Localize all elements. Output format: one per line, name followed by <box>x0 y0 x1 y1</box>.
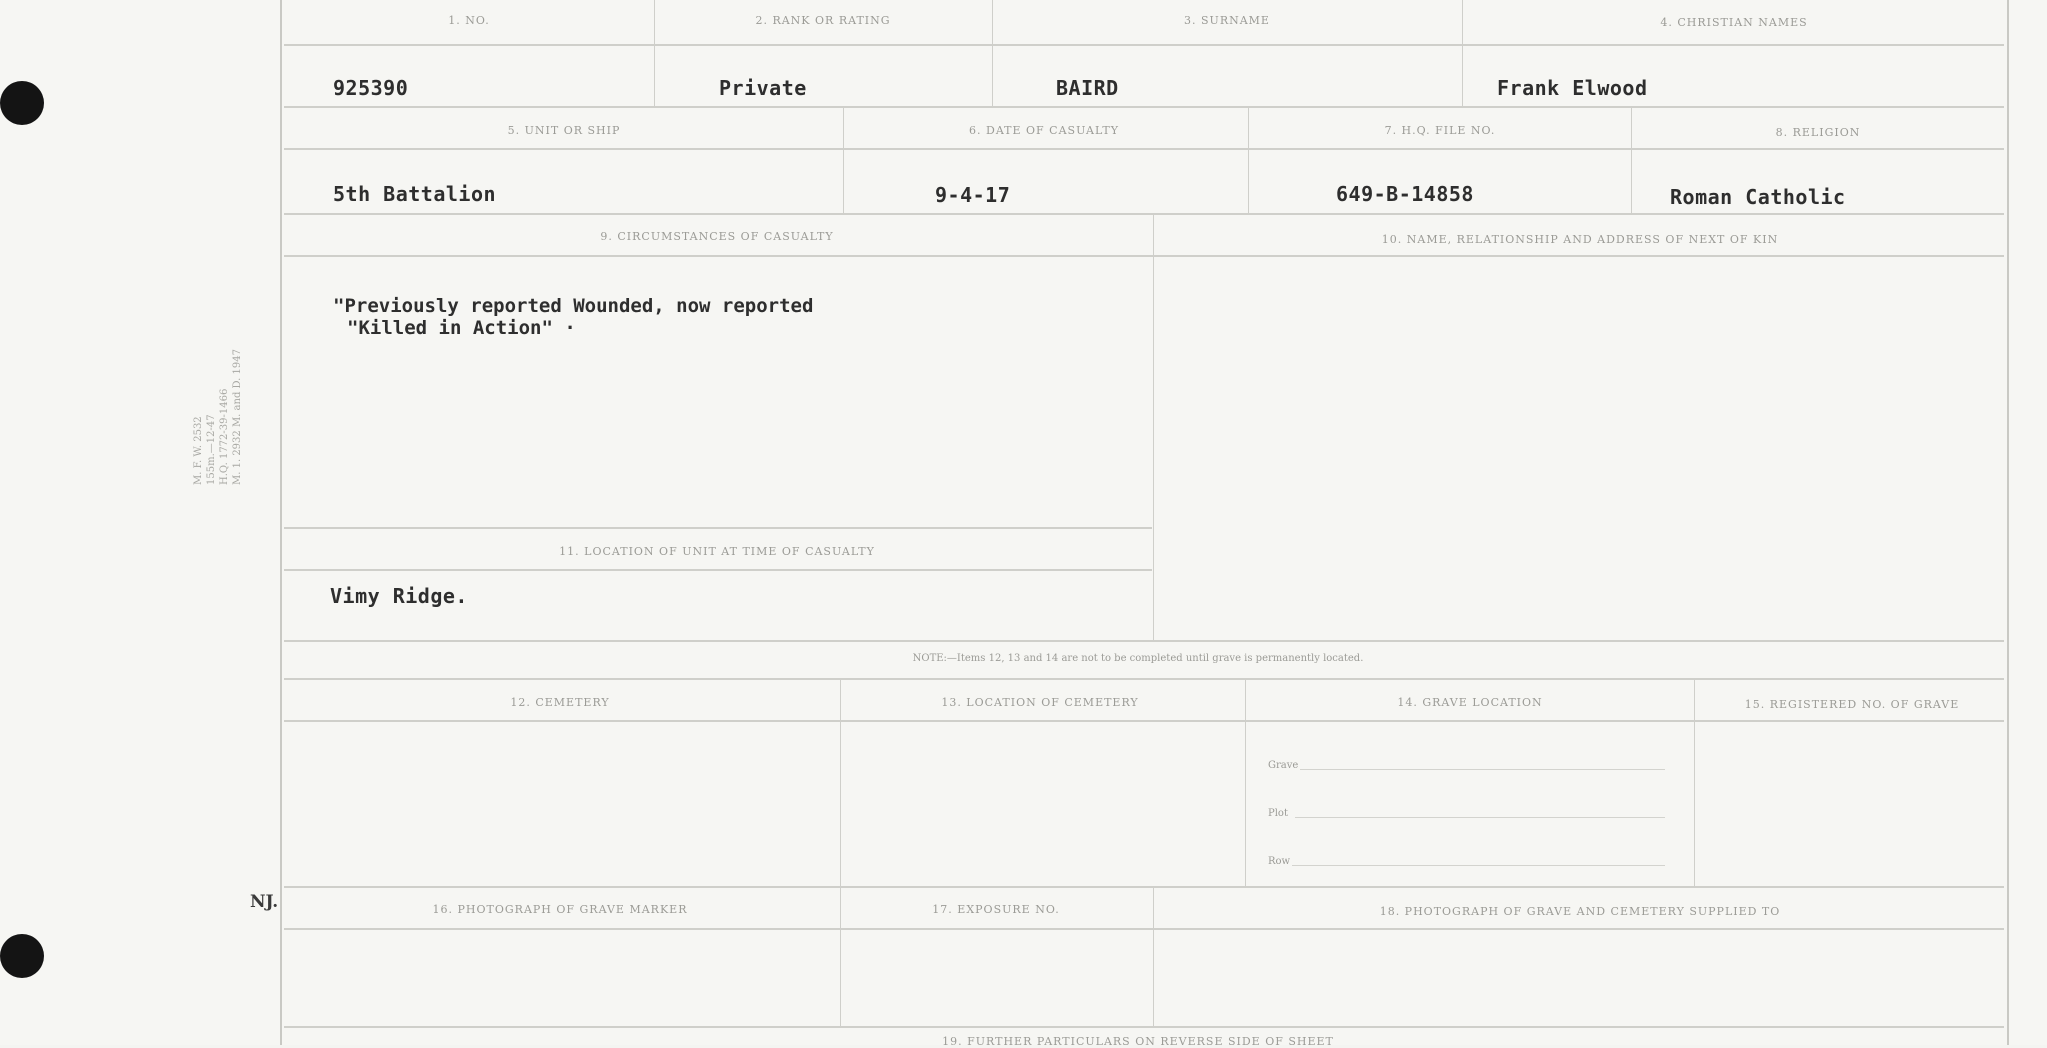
col-sep <box>1248 106 1249 213</box>
value-hq-file-no: 649-B-14858 <box>1336 182 1474 206</box>
label-next-of-kin: 10. NAME, RELATIONSHIP AND ADDRESS OF NEXT OF KIN <box>1381 233 1779 246</box>
col-sep <box>1694 678 1695 886</box>
value-location-of-unit: Vimy Ridge. <box>330 584 468 608</box>
circumstances-line-1: "Previously reported Wounded, now reported <box>333 295 814 317</box>
label-cemetery: 12. CEMETERY <box>510 696 610 709</box>
col-sep <box>840 886 841 1026</box>
label-circumstances: 9. CIRCUMSTANCES OF CASUALTY <box>600 230 834 243</box>
label-unit: 5. UNIT OR SHIP <box>507 124 621 137</box>
col-sep <box>840 678 841 886</box>
label-location-of-cemetery: 13. LOCATION OF CEMETERY <box>941 696 1139 709</box>
rule <box>284 106 2004 108</box>
label-surname: 3. SURNAME <box>1184 14 1270 27</box>
margin-initials: NJ. <box>250 892 279 912</box>
label-grave-location: 14. GRAVE LOCATION <box>1397 696 1543 709</box>
label-further-particulars: 19. FURTHER PARTICULARS ON REVERSE SIDE OF SHEET <box>942 1035 1334 1048</box>
binder-hole-bottom <box>0 934 44 978</box>
col-sep <box>1153 213 1154 640</box>
row-row-label: Row <box>1268 856 1291 867</box>
form-stamp: M. F. W. 2532 155m.—12-47 H.Q. 1772-39-1466 M. 1. 2932 M. and D. 1947 <box>193 349 243 485</box>
value-christian-names: Frank Elwood <box>1497 76 1648 100</box>
value-date-of-casualty: 9-4-17 <box>935 183 1011 207</box>
label-exposure-no: 17. EXPOSURE NO. <box>932 903 1060 916</box>
rule <box>284 213 2004 215</box>
value-unit: 5th Battalion <box>333 182 497 206</box>
label-registered-no: 15. REGISTERED NO. OF GRAVE <box>1744 698 1960 711</box>
grave-row-label: Grave <box>1268 760 1299 771</box>
rule <box>284 569 1152 571</box>
plot-rule <box>1295 817 1665 818</box>
rule <box>284 678 2004 680</box>
label-no: 1. NO. <box>448 14 490 27</box>
col-sep <box>654 0 655 106</box>
left-border <box>280 0 282 1045</box>
value-rank: Private <box>719 76 807 100</box>
col-sep <box>1245 678 1246 886</box>
col-sep <box>843 106 844 213</box>
rule <box>284 1026 2004 1028</box>
rule <box>284 255 2004 257</box>
rule <box>284 148 2004 150</box>
rule <box>284 527 1152 529</box>
rule <box>284 720 2004 722</box>
value-religion: Roman Catholic <box>1670 185 1846 209</box>
value-surname: BAIRD <box>1056 76 1119 100</box>
col-sep <box>1631 106 1632 213</box>
label-photographs-supplied: 18. PHOTOGRAPH OF GRAVE AND CEMETERY SUPPLIED TO <box>1379 905 1781 918</box>
row-rule <box>1292 865 1665 866</box>
col-sep <box>992 0 993 106</box>
circumstances-line-2: "Killed in Action" · <box>347 317 576 339</box>
note-text: NOTE:—Items 12, 13 and 14 are not to be completed until grave is permanently located. <box>912 653 1364 664</box>
label-religion: 8. RELIGION <box>1775 126 1861 139</box>
rule <box>284 640 2004 642</box>
grave-rule <box>1300 769 1665 770</box>
value-no: 925390 <box>333 76 409 100</box>
label-photograph-marker: 16. PHOTOGRAPH OF GRAVE MARKER <box>432 903 688 916</box>
label-date-of-casualty: 6. DATE OF CASUALTY <box>969 124 1119 137</box>
col-sep <box>1153 886 1154 1026</box>
right-border <box>2007 0 2009 1045</box>
label-christian-names: 4. CHRISTIAN NAMES <box>1660 16 1808 29</box>
plot-row-label: Plot <box>1268 808 1288 819</box>
label-hq-file-no: 7. H.Q. FILE NO. <box>1384 124 1496 137</box>
rule <box>284 886 2004 888</box>
rule <box>284 44 2004 46</box>
label-rank: 2. RANK OR RATING <box>755 14 891 27</box>
col-sep <box>1462 0 1463 106</box>
rule <box>284 928 2004 930</box>
binder-hole-top <box>0 81 44 125</box>
label-location-of-unit: 11. LOCATION OF UNIT AT TIME OF CASUALTY <box>559 545 875 558</box>
